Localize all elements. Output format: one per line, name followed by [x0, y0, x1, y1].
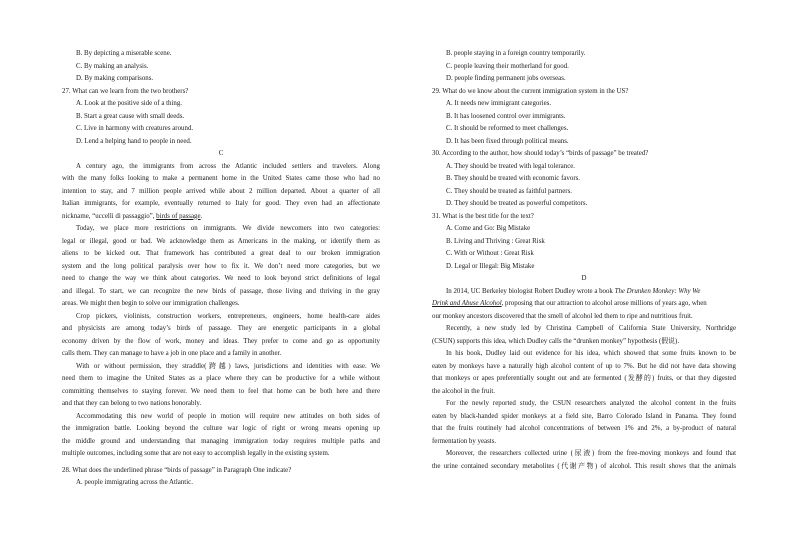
passage-c-line: and physicists are among today’s birds of passage. They are energetic participants in a global — [62, 325, 380, 332]
q28-option-d: D. people finding permanent jobs overseas. — [446, 75, 566, 82]
q27-option-d: D. Lend a helping hand to people in need. — [76, 137, 192, 145]
q29-option-c: C. It should be reformed to meet challenges. — [446, 125, 569, 132]
passage-d-line: eaten by monkeys have a naturally high alcohol content of up to 7%. But he did not have data showing — [432, 362, 736, 370]
passage-c-line: system and the long political paralysis over how to fix it. We don’t need more categories, but we — [62, 262, 380, 270]
passage-c-line: aliens to be kicked out. That framework has contributed a great deal to our broken immigration — [62, 250, 380, 257]
question-29: 29. What do we know about the current immigration system in the US? — [432, 87, 629, 95]
passage-d-line — [432, 286, 736, 299]
passage-c-line: nickname, “uccelli di passaggio”, birds of passage. — [62, 212, 203, 220]
q27-option-b: B. Start a great cause with small deeds. — [76, 112, 185, 120]
passage-c-line: and illegal. To start, we can recognize the new birds of passage, those living and thriving in the gray — [62, 287, 380, 295]
passage-c-line: legal or illegal, good or bad. We acknowledge them as Americans in the making, or identify them as — [62, 237, 380, 245]
passage-d-line: In his book, Dudley laid out evidence for his idea, which showed that some fruits known to be — [446, 350, 736, 357]
passage-d-line: eaten by black-handed spider monkeys at a field site, Barro Colorado Island in Panama. They found — [432, 412, 736, 420]
passage-d-line: that monkeys or apes preferentially sought out and ate fermented (发酵的) fruits, or that they digested — [432, 375, 736, 382]
passage-c-line: Italian immigrants, for example, eventually returned to Italy for good. They even had an affectionate — [62, 200, 380, 207]
passage-d-line: (CSUN) supports this idea, which Dudley calls the “drunken monkey” hypothesis (假说). — [432, 337, 680, 345]
passage-d-line: the urine contained secondary metabolites (代谢产物) of alcohol. This result shows that the animals — [432, 462, 736, 470]
q28-option-a: A. people immigrating across the Atlantic. — [76, 479, 193, 486]
passage-c-line: calls them. They can manage to have a job in one place and a family in another. — [62, 350, 282, 357]
q28-option-c: C. people leaving their motherland for good. — [446, 62, 569, 70]
question-30: 30. According to the author, how should today’s “birds of passage” be treated? — [432, 150, 649, 157]
passage-c-line: intention to stay, and 7 million people arrived while about 2 million departed. About a quarter of all — [62, 187, 380, 195]
section-d-heading: D — [581, 275, 587, 282]
section-c-heading: C — [218, 150, 224, 157]
nickname-text: nickname, “uccelli di passaggio”, — [62, 212, 155, 220]
q31-option-b: B. Living and Thriving : Great Risk — [446, 237, 545, 245]
passage-c-line: need to change the way we think about categories. We need to look beyond strict definitions of legal — [62, 275, 380, 282]
q31-option-c: C. With or Without : Great Risk — [446, 250, 534, 257]
passage-c-line: committing themselves to staying forever. We need them to feel that home can be both here and there — [62, 387, 380, 395]
birds-of-passage-underlined: birds of passage — [156, 212, 201, 220]
passage-c-line: with the many folks looking to make a permanent home in the United States came those who had no — [62, 175, 380, 182]
q30-option-d: D. They should be treated as powerful competitors. — [446, 200, 588, 207]
q26-option-d: D. By making comparisons. — [76, 75, 154, 82]
q27-option-c: C. Live in harmony with creatures around. — [76, 125, 194, 132]
passage-c-line: need them to imagine the United States as a place where they can be productive for a while without — [62, 375, 380, 382]
passage-c-line: Accommodating this new world of people in motion will require new attitudes on both sides of — [76, 412, 380, 420]
passage-d-text: In 2014, UC Berkeley biologist Robert Dudley wrote a book — [446, 287, 613, 295]
passage-c-line: A century ago, the immigrants from across the Atlantic included settlers and travelers. Along — [76, 162, 380, 170]
q26-option-b: B. By depicting a miserable scene. — [76, 50, 172, 57]
q30-option-c: C. They should be treated as faithful partners. — [446, 187, 572, 195]
q26-option-c: C. By making an analysis. — [76, 62, 149, 70]
q29-option-d: D. It has been fixed through political means. — [446, 137, 569, 145]
passage-c-line: and that they can belong to two nations honorably. — [62, 400, 202, 407]
left-column — [62, 48, 380, 490]
passage-d-line — [432, 298, 736, 311]
passage-c-line: With or without permission, they straddle(跨越) laws, jurisdictions and identities with ease. We — [76, 362, 380, 370]
passage-d-line: the alcohol in the fruit. — [432, 387, 495, 395]
q30-option-a: A. They should be treated with legal tolerance. — [446, 162, 576, 170]
q29-option-a: A. It needs new immigrant categories. — [446, 100, 552, 107]
question-27: 27. What can we learn from the two brothers? — [62, 87, 189, 95]
passage-c-line: the middle ground and understanding that managing immigration today requires multiple paths and — [62, 437, 380, 445]
passage-d-text: , proposing that our attraction to alcohol arose millions of years ago, when — [501, 300, 707, 307]
q29-option-b: B. It has loosened control over immigrants. — [446, 112, 566, 120]
right-column — [432, 48, 736, 473]
book-title: The Drunken Monkey: Why We — [614, 287, 701, 295]
passage-d-line: that the fruits routinely had alcohol concentrations of between 1% and 2%, a by-product of natural — [432, 425, 736, 432]
passage-c-line: economy driven by the flow of work, money and ideas. They prefer to come and go as opportunity — [62, 337, 380, 345]
passage-c-line: areas. We might then begin to solve our immigration challenges. — [62, 300, 240, 307]
question-31: 31. What is the best title for the text? — [432, 212, 534, 220]
q27-option-a: A. Look at the positive side of a thing. — [76, 100, 183, 107]
passage-c-line: Crop pickers, violinists, construction workers, entrepreneurs, engineers, home health-care aides — [76, 312, 380, 320]
q31-option-d: D. Legal or Illegal: Big Mistake — [446, 262, 535, 270]
passage-c-line: multiple outcomes, including some that are not easy to accomplish legally in the existing system. — [62, 450, 330, 457]
passage-d-line: Moreover, the researchers collected urine (尿液) from the free-moving monkeys and found that — [446, 450, 736, 457]
passage-d-line: fermentation by yeasts. — [432, 437, 497, 445]
book-title: Drink and Abuse Alcohol — [432, 300, 502, 307]
passage-c-line: Today, we place more restrictions on immigrants. We divide newcomers into two categories: — [76, 225, 380, 232]
passage-d-line: For the newly reported study, the CSUN researchers analyzed the alcohol content in the fruits — [446, 400, 736, 407]
passage-c-line: the immigration battle. Looking beyond the culture war logic of right or wrong means opening up — [62, 425, 380, 432]
question-28: 28. What does the underlined phrase “birds of passage” in Paragraph One indicate? — [62, 466, 292, 474]
passage-d-line: our monkey ancestors discovered that the smell of alcohol led them to ripe and nutritious fruit. — [432, 312, 693, 320]
q30-option-b: B. They should be treated with economic favors. — [446, 175, 581, 182]
q28-option-b: B. people staying in a foreign country temporarily. — [446, 50, 586, 57]
passage-d-line: Recently, a new study led by Christina Campbell of California State University, Northridge — [446, 325, 736, 332]
q31-option-a: A. Come and Go: Big Mistake — [446, 225, 531, 232]
